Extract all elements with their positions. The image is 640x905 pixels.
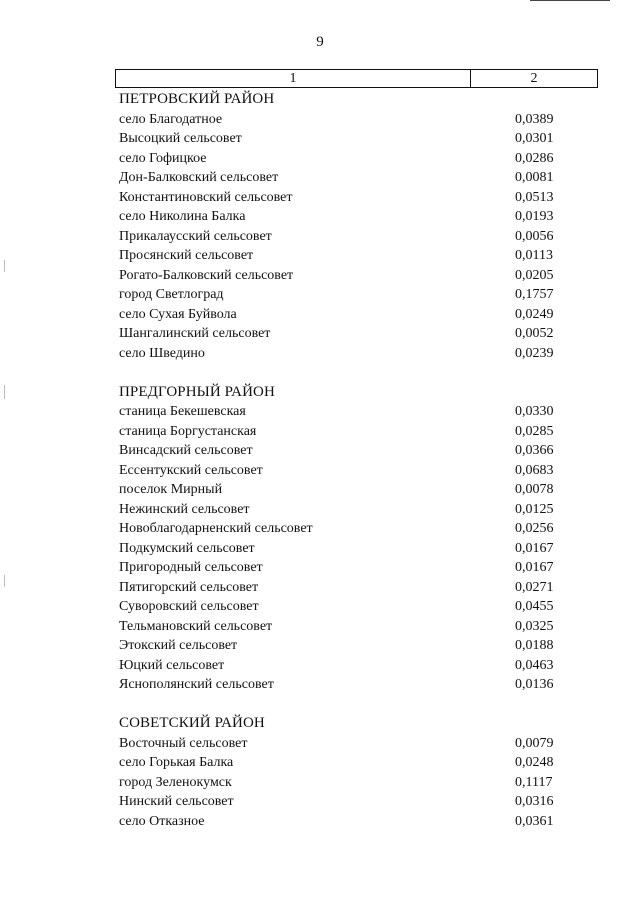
settlement-name: город Зеленокумск [119,774,232,790]
settlement-name: Прикалаусский сельсовет [119,228,272,244]
settlement-value: 0,0052 [515,326,554,341]
table-row [119,734,589,754]
settlement-name: Суворовский сельсовет [119,599,259,614]
page-number: 9 [316,34,324,50]
table-row [119,129,589,149]
table-row [119,422,589,442]
table-row [119,149,589,169]
table-row [119,617,589,637]
table-header [115,69,598,88]
table-row [119,266,589,286]
table-row [119,188,589,208]
settlement-value: 0,0330 [515,404,554,419]
settlement-name: Новоблагодарненский сельсовет [119,521,313,536]
settlement-value: 0,0056 [515,228,554,244]
district-title: ПЕТРОВСКИЙ РАЙОН [119,91,275,107]
settlement-name: село Отказное [119,813,205,829]
table-row [119,110,589,130]
table-row [119,539,589,559]
table-row [119,519,589,539]
settlement-name: Нинский сельсовет [119,794,234,809]
district-title: СОВЕТСКИЙ РАЙОН [119,715,265,731]
settlement-name: Юцкий сельсовет [119,657,225,673]
settlement-value: 0,1757 [515,287,554,302]
district-section [119,383,589,695]
settlement-name: село Благодатное [119,111,223,127]
settlement-value: 0,0325 [515,618,554,634]
settlement-value: 0,0079 [515,735,554,751]
settlement-value: 0,0389 [515,111,554,127]
table-row [119,597,589,617]
district-section [119,90,589,363]
settlement-value: 0,0513 [515,189,554,205]
settlement-name: Восточный сельсовет [119,735,248,751]
table-row [119,324,589,344]
settlement-value: 0,0248 [515,755,554,770]
district-section [119,714,589,831]
table-row [119,441,589,461]
settlement-name: город Светлоград [119,287,224,302]
settlement-value: 0,0136 [515,677,554,692]
table-row [119,402,589,422]
document-body [119,90,589,831]
settlement-name: село Горькая Балка [119,755,234,770]
table-row [119,792,589,812]
settlement-value: 0,0301 [515,131,554,146]
table-row [119,558,589,578]
table-row [119,344,589,364]
settlement-name: село Николина Балка [119,209,246,224]
top-edge-line [530,0,610,1]
scan-edge-mark [4,385,5,399]
settlement-value: 0,0078 [515,482,554,497]
table-header-col1: 1 [116,70,471,87]
table-row [119,636,589,656]
settlement-name: Винсадский сельсовет [119,443,253,458]
settlement-value: 0,0167 [515,560,554,575]
settlement-name: Пятигорский сельсовет [119,579,259,595]
settlement-name: Тельмановский сельсовет [119,618,273,634]
settlement-value: 0,0125 [515,501,554,517]
table-row [119,656,589,676]
settlement-name: Ессентукский сельсовет [119,462,263,478]
settlement-value: 0,0361 [515,813,554,829]
table-row [119,305,589,325]
table-row [119,675,589,695]
settlement-name: село Сухая Буйвола [119,306,237,322]
settlement-name: Пригородный сельсовет [119,560,263,575]
settlement-value: 0,1117 [515,774,553,790]
table-row [119,227,589,247]
settlement-value: 0,0205 [515,267,554,283]
settlement-value: 0,0455 [515,599,554,614]
table-row [119,480,589,500]
settlement-name: Просянский сельсовет [119,248,254,263]
table-row [119,753,589,773]
settlement-value: 0,0167 [515,540,554,556]
settlement-name: Шангалинский сельсовет [119,326,271,341]
settlement-name: станица Бекешевская [119,404,246,419]
settlement-name: село Шведино [119,345,205,361]
settlement-value: 0,0081 [515,170,554,185]
settlement-name: Этокский сельсовет [119,638,238,653]
table-row [119,246,589,266]
table-row [119,207,589,227]
settlement-name: Подкумский сельсовет [119,540,255,556]
settlement-value: 0,0249 [515,306,554,322]
table-row [119,168,589,188]
table-row [119,500,589,520]
settlement-name: Константиновский сельсовет [119,189,293,205]
settlement-name: станица Боргустанская [119,423,257,439]
settlement-value: 0,0366 [515,443,554,458]
table-row [119,812,589,832]
settlement-name: село Гофицкое [119,150,207,166]
settlement-value: 0,0286 [515,150,554,166]
settlement-value: 0,0285 [515,423,554,439]
settlement-value: 0,0188 [515,638,554,653]
settlement-value: 0,0193 [515,209,554,224]
table-header-col2: 2 [530,71,538,86]
settlement-name: Рогато-Балковский сельсовет [119,267,294,283]
settlement-value: 0,0113 [515,248,553,263]
scan-edge-mark [4,575,5,587]
table-row [119,461,589,481]
settlement-value: 0,0683 [515,462,554,478]
table-row [119,773,589,793]
settlement-value: 0,0316 [515,794,554,809]
settlement-name: Высоцкий сельсовет [119,131,242,146]
table-row [119,285,589,305]
settlement-value: 0,0256 [515,521,554,536]
district-title: ПРЕДГОРНЫЙ РАЙОН [119,383,275,400]
settlement-name: поселок Мирный [119,482,223,497]
settlement-name: Нежинский сельсовет [119,501,250,517]
table-row [119,578,589,598]
settlement-value: 0,0239 [515,345,554,361]
settlement-value: 0,0271 [515,579,554,595]
scan-edge-mark [4,260,5,272]
settlement-value: 0,0463 [515,657,554,673]
settlement-name: Дон-Балковский сельсовет [119,170,279,185]
settlement-name: Яснополянский сельсовет [119,677,274,692]
